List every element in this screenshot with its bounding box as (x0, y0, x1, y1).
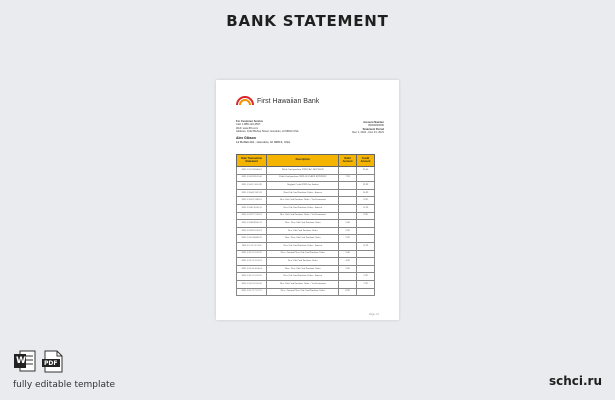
cell-description: New Gift Card Purchase Order - Yes Restaurant (267, 280, 339, 288)
cell-date: 2021-12-06 16:20:11 (237, 204, 267, 212)
cell-credit (357, 258, 375, 266)
cell-description: New - Internal New Gift Card Purchase Order (267, 288, 339, 296)
cell-credit (357, 265, 375, 273)
footer-caption: fully editable template (13, 380, 116, 390)
cell-debit (339, 280, 357, 288)
cell-description: Original Credit 9999 Gas Station (267, 182, 339, 190)
page-number: Page 1/1 (368, 313, 379, 316)
cell-date: 2021-12-13 13:13:13 (237, 258, 267, 266)
table-row (237, 167, 375, 175)
cell-date: 2021-12-04 12:07:19 (237, 189, 267, 197)
bank-logo (236, 96, 319, 106)
cell-date: 2021-12-16 16:16:16 (237, 280, 267, 288)
pdf-format-label: PDF (44, 360, 58, 367)
cell-date: 2021-12-10 08:09:12 (237, 235, 267, 243)
cell-date: 2021-12-05 15:09:12 (237, 197, 267, 205)
cell-credit: 2.99 (357, 273, 375, 281)
cell-description: New Gift Card Purchase Order - Interest (267, 204, 339, 212)
cell-description: New Gift Card Purchase Order (267, 227, 339, 235)
rainbow-logo-icon (236, 96, 254, 106)
bank-name: First Hawaiian Bank (257, 97, 320, 105)
cell-credit (357, 288, 375, 296)
cell-description: Non-Gift Card Purchase Order - Interest (267, 189, 339, 197)
cell-description: New Gift Card Purchase Order - Yes Restaurant (267, 212, 339, 220)
cell-credit: 10.99 (357, 189, 375, 197)
table-row (237, 258, 375, 266)
cell-credit: 29.99 (357, 182, 375, 190)
cell-description: Non - New Gift Card Purchase Order (267, 235, 339, 243)
cell-description: Debit Card purchase 9999 F&G RESTAUR (267, 167, 339, 175)
table-row (237, 235, 375, 243)
cell-debit: 3.99 (339, 265, 357, 273)
column-header-description: Description (267, 155, 339, 167)
table-row (237, 273, 375, 281)
cell-credit: 9.99 (357, 212, 375, 220)
cell-credit: 11.99 (357, 242, 375, 250)
table-row (237, 242, 375, 250)
info-line: Web: www.fhb.com (236, 126, 259, 130)
cell-debit: 4.99 (339, 258, 357, 266)
cell-date: 2021-12-03 11:10:29 (237, 182, 267, 190)
account-number: 00000000000 (368, 124, 384, 128)
customer-block (236, 137, 290, 144)
word-file-icon (13, 350, 36, 373)
cell-debit: 5.49 (339, 220, 357, 228)
cell-date: 2021-12-14 14:14:14 (237, 265, 267, 273)
account-heading: Account Number (363, 121, 384, 124)
customer-service-info (236, 120, 384, 150)
cell-date: 2021-12-17 17:17:17 (237, 288, 267, 296)
table-row (237, 212, 375, 220)
account-block (352, 121, 384, 135)
cell-description: Non - New Gift Card Purchase Order (267, 220, 339, 228)
table-row (237, 197, 375, 205)
cell-credit (357, 250, 375, 258)
cell-description: New Gift Card Purchase Order - Interest (267, 273, 339, 281)
cell-debit: 3.99 (339, 227, 357, 235)
cell-credit (357, 227, 375, 235)
column-header-date: Date Transaction Statement (237, 155, 267, 167)
cell-date: 2021-12-08 09:20:11 (237, 220, 267, 228)
table-row (237, 182, 375, 190)
word-format-label: W (16, 356, 26, 366)
cell-description: New Gift Card Purchase Order - Yes Restaurant (267, 197, 339, 205)
cell-date: 2021-12-02 09:12:41 (237, 174, 267, 182)
transactions-table (236, 154, 375, 296)
cell-credit (357, 235, 375, 243)
statement-period: Dec 1, 2021 - Dec 31, 2021 (352, 131, 384, 135)
pdf-file-icon (41, 350, 64, 373)
table-row (237, 227, 375, 235)
table-row (237, 189, 375, 197)
cell-description: Non - New Gift Card Purchase Order (267, 265, 339, 273)
column-header-debit: Debit Amount (339, 155, 357, 167)
cell-credit: 22.45 (357, 167, 375, 175)
cell-description: New - Internal New Gift Card Purchase Order (267, 250, 339, 258)
cell-debit (339, 167, 357, 175)
info-line: Address: 1132 Bishop Street, Honolulu, HI 96813 USA (236, 130, 299, 134)
cell-debit (339, 242, 357, 250)
cell-date: 2021-12-15 15:15:15 (237, 273, 267, 281)
cell-credit: 9.99 (357, 197, 375, 205)
brand-watermark: schci.ru (548, 374, 602, 388)
cell-date: 2021-12-01 09:00:01 (237, 167, 267, 175)
cell-description: New Gift Card Purchase Order (267, 258, 339, 266)
cell-debit (339, 212, 357, 220)
customer-address: 12 Buffalo Rd., Honolulu, HI 96813, USA (236, 139, 291, 144)
cell-credit: 11.99 (357, 204, 375, 212)
cell-debit (339, 204, 357, 212)
table-row (237, 288, 375, 296)
table-row (237, 265, 375, 273)
table-row (237, 220, 375, 228)
column-header-credit: Credit Amount (357, 155, 375, 167)
cell-date: 2021-12-11 11:11:11 (237, 242, 267, 250)
customer-name: Alex Gibson (236, 136, 256, 140)
cell-debit: 7.99 (339, 174, 357, 182)
cell-description: New Gift Card Purchase Order - Interest (267, 242, 339, 250)
cell-debit (339, 197, 357, 205)
format-icons (13, 350, 64, 373)
cell-debit (339, 182, 357, 190)
table-row (237, 174, 375, 182)
table-row (237, 204, 375, 212)
page-title: BANK STATEMENT (226, 12, 389, 30)
cell-date: 2021-12-12 12:12:12 (237, 250, 267, 258)
cell-debit: 8.99 (339, 288, 357, 296)
table-row (237, 280, 375, 288)
cell-credit (357, 220, 375, 228)
cell-date: 2021-12-07 17:33:21 (237, 212, 267, 220)
statement-document (216, 80, 399, 320)
info-heading: For Customer Service (236, 120, 263, 123)
statement-period-heading: Statement Period (362, 127, 384, 131)
info-line: Call: 1-888-123-4567 (236, 123, 261, 127)
cell-description: Debit Card purchase 9999 ALVAREZ KITCHEN (267, 174, 339, 182)
cell-debit: 9.49 (339, 250, 357, 258)
cell-credit (357, 174, 375, 182)
transactions-body (237, 167, 375, 296)
cell-credit: 7.99 (357, 280, 375, 288)
table-row (237, 250, 375, 258)
cell-debit: 2.99 (339, 235, 357, 243)
cell-date: 2021-12-09 10:35:21 (237, 227, 267, 235)
cell-debit (339, 273, 357, 281)
cell-debit (339, 189, 357, 197)
